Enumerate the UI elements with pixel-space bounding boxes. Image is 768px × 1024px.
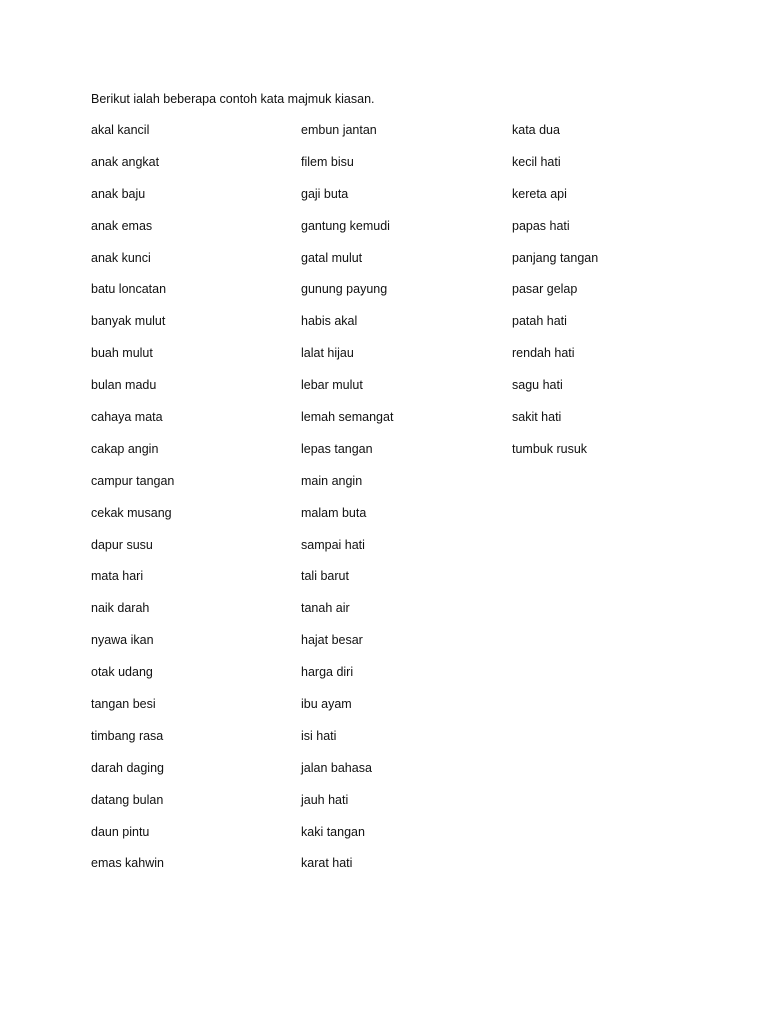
word-list-item: gatal mulut [301, 250, 363, 265]
word-list-item: gantung kemudi [301, 218, 390, 233]
word-list-item: timbang rasa [91, 728, 164, 743]
word-list-item: sampai hati [301, 537, 365, 552]
word-list-item: lemah semangat [301, 410, 394, 425]
word-list-column-2 [301, 121, 393, 886]
word-list-item: kata dua [512, 123, 560, 137]
word-list-item: cekak musang [91, 505, 172, 520]
word-list-item: jauh hati [301, 792, 349, 807]
word-list-item: anak kunci [91, 250, 151, 265]
word-list-item: cahaya mata [91, 410, 163, 425]
word-list-column-1 [91, 121, 174, 886]
word-list-item: bulan madu [91, 378, 157, 393]
word-list-item: darah daging [91, 760, 164, 775]
word-list-item: otak udang [91, 665, 153, 680]
word-list-item: tumbuk rusuk [512, 441, 588, 456]
word-list-item: buah mulut [91, 346, 153, 361]
word-list-item: jalan bahasa [301, 760, 372, 775]
word-list-item: banyak mulut [91, 314, 166, 329]
word-list-item: main angin [301, 473, 363, 488]
word-list-item: campur tangan [91, 473, 175, 488]
word-list-item: mata hari [91, 569, 144, 584]
word-list-item: anak emas [91, 218, 153, 233]
word-list-item: naik darah [91, 601, 150, 616]
word-list-item: rendah hati [512, 346, 575, 361]
word-list-item: emas kahwin [91, 856, 164, 871]
word-list-item: tanah air [301, 601, 350, 616]
word-list-item: karat hati [301, 856, 353, 871]
word-list-item: kecil hati [512, 154, 561, 169]
word-list-item: gunung payung [301, 282, 388, 297]
word-list-item: lalat hijau [301, 346, 354, 361]
word-list-item: cakap angin [91, 441, 159, 456]
word-list-item: anak angkat [91, 154, 160, 169]
word-list-item: hajat besar [301, 633, 363, 648]
word-list-item: panjang tangan [512, 250, 599, 265]
word-list-item: isi hati [301, 728, 337, 743]
word-list-item: batu loncatan [91, 282, 167, 297]
word-list-item: tali barut [301, 569, 349, 584]
word-list-item: ibu ayam [301, 697, 352, 712]
word-list-item: lepas tangan [301, 441, 373, 456]
word-list-item: kereta api [512, 186, 567, 201]
word-list-item: habis akal [301, 314, 358, 329]
word-list-item: daun pintu [91, 824, 150, 839]
word-list-item: papas hati [512, 218, 570, 233]
word-list-item: dapur susu [91, 537, 153, 552]
word-list-item: patah hati [512, 314, 567, 329]
word-list-item: datang bulan [91, 792, 164, 807]
word-list-column-3 [512, 121, 598, 472]
word-list-item: anak baju [91, 186, 146, 201]
word-list-item: tangan besi [91, 697, 156, 712]
intro-text: Berikut ialah beberapa contoh kata majmuk kiasan. [91, 92, 375, 106]
word-list-item: kaki tangan [301, 824, 365, 839]
word-list-item: filem bisu [301, 154, 354, 169]
word-list-item: sagu hati [512, 378, 563, 393]
word-list-item: lebar mulut [301, 378, 363, 393]
word-list-item: embun jantan [301, 123, 377, 137]
word-list-item: akal kancil [91, 123, 150, 137]
word-list-item: pasar gelap [512, 282, 578, 297]
word-list-item: malam buta [301, 505, 367, 520]
word-list-item: sakit hati [512, 410, 562, 425]
word-list-item: nyawa ikan [91, 633, 154, 648]
word-list-item: gaji buta [301, 186, 349, 201]
word-list-item: harga diri [301, 665, 354, 680]
